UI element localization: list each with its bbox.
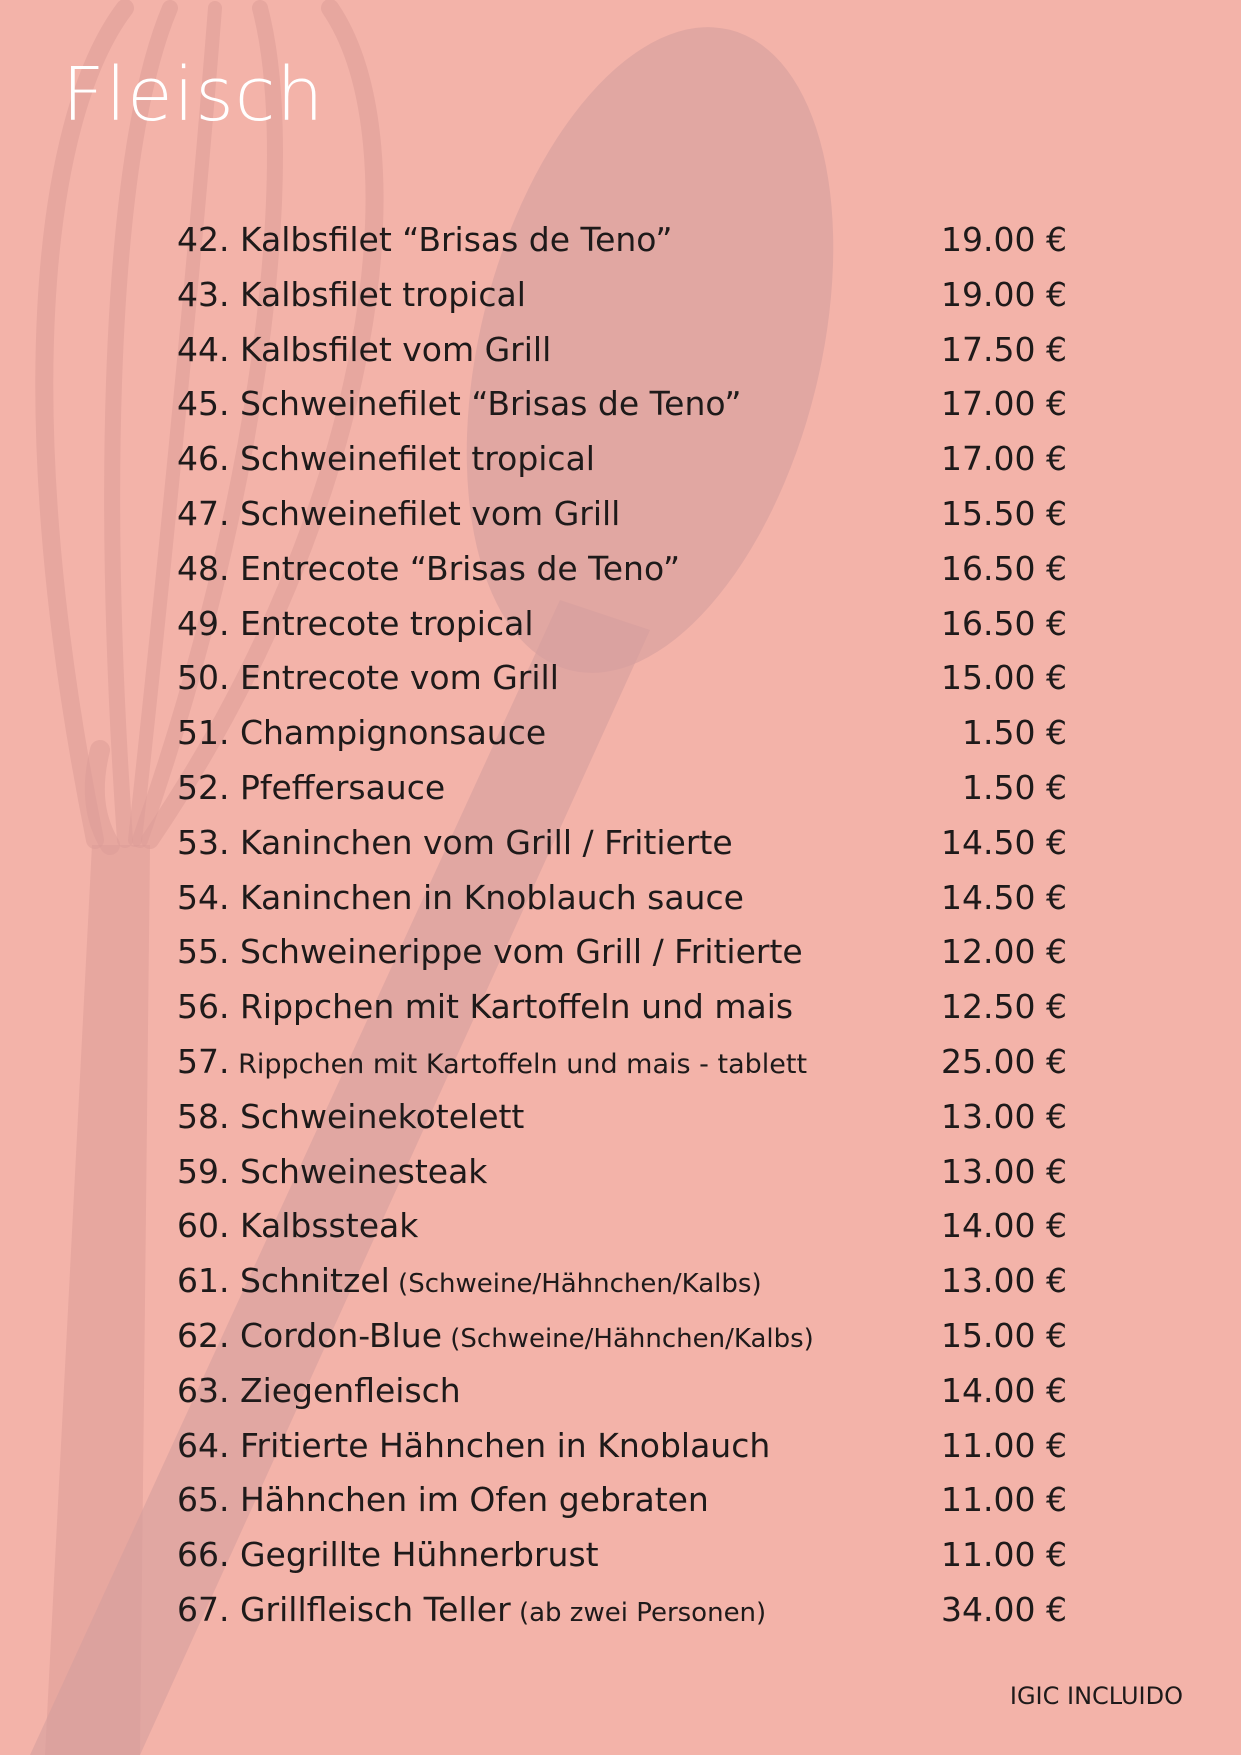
menu-item-title: 60. Kalbssteak (177, 1206, 419, 1246)
menu-item (177, 377, 1067, 432)
page-title: Fleisch (62, 52, 325, 138)
menu-item-price: 1.50 € (962, 767, 1067, 807)
menu-item-title: 51. Champignonsauce (177, 713, 547, 753)
menu-item-title: 47. Schweinefilet vom Grill (177, 493, 621, 533)
menu-item-name (177, 1035, 807, 1093)
menu-item-title: 58. Schweinekotelett (177, 1096, 525, 1136)
menu-item-price: 25.00 € (941, 1041, 1067, 1081)
menu-item-name (177, 1199, 418, 1254)
menu-item-title: 64. Fritierte Hähnchen in Knoblauch (177, 1425, 771, 1465)
menu-item (177, 213, 1067, 268)
menu-item-name (177, 1254, 762, 1312)
menu-item-price: 13.00 € (941, 1151, 1067, 1191)
menu-item-price: 17.00 € (941, 439, 1067, 479)
menu-item-title: 59. Schweinesteak (177, 1151, 488, 1191)
menu-item (177, 980, 1067, 1035)
menu-item (177, 323, 1067, 378)
menu-item-price: 13.00 € (941, 1096, 1067, 1136)
menu-item-price: 11.00 € (941, 1480, 1067, 1520)
menu-item-title: 67. Grillfleisch Teller (177, 1589, 511, 1629)
menu-item (177, 542, 1067, 597)
menu-item (177, 1364, 1067, 1419)
menu-item-name (177, 1309, 814, 1367)
menu-item-price: 13.00 € (941, 1261, 1067, 1301)
menu-item (177, 487, 1067, 542)
menu-item-name (177, 871, 744, 926)
menu-item (177, 432, 1067, 487)
menu-item-name (177, 816, 733, 871)
menu-item (177, 706, 1067, 761)
menu-item-price: 34.00 € (941, 1589, 1067, 1629)
menu-item-title: 52. Pfeffersauce (177, 767, 446, 807)
menu-item-title: 42. Kalbsfilet “Brisas de Teno” (177, 220, 673, 259)
menu-item-title: 46. Schweinefilet tropical (177, 439, 595, 479)
menu-item (177, 597, 1067, 652)
menu-item (177, 816, 1067, 871)
menu-item-title: 62. Cordon-Blue (177, 1315, 442, 1355)
menu-item-name (177, 542, 680, 597)
menu-item-title: 55. Schweinerippe vom Grill / Fritierte (177, 932, 803, 972)
menu-item-price: 16.50 € (941, 548, 1067, 588)
menu-item (177, 1199, 1067, 1254)
menu-item-title: 43. Kalbsfilet tropical (177, 274, 526, 314)
menu-item-name (177, 597, 534, 652)
menu-item (177, 1473, 1067, 1528)
menu-item-price: 11.00 € (941, 1535, 1067, 1575)
menu-item-name (177, 1419, 770, 1474)
menu-item-title: 57. (177, 1041, 230, 1081)
menu-item-price: 14.50 € (941, 822, 1067, 862)
menu-item-price: 15.50 € (941, 493, 1067, 533)
menu-item-name (177, 925, 803, 980)
menu-item-price: 15.00 € (941, 658, 1067, 698)
menu-item-name (177, 1364, 461, 1419)
menu-item-title: 63. Ziegenfleisch (177, 1370, 461, 1410)
menu-item (177, 268, 1067, 323)
menu-item-name (177, 213, 672, 268)
menu-item-price: 11.00 € (941, 1425, 1067, 1465)
menu-item-name (177, 487, 620, 542)
menu-item-note: (ab zwei Personen) (510, 1597, 767, 1628)
menu-item (177, 871, 1067, 926)
menu-item-name (177, 1090, 524, 1145)
menu-item-note: Rippchen mit Kartoffeln und mais - tablett (229, 1048, 808, 1080)
menu-item-price: 19.00 € (941, 220, 1067, 259)
menu-item-price: 17.50 € (941, 329, 1067, 369)
menu-item-price: 19.00 € (941, 274, 1067, 314)
menu-item-title: 53. Kaninchen vom Grill / Fritierte (177, 822, 733, 862)
menu-item-price: 1.50 € (962, 713, 1067, 753)
menu-item-title: 61. Schnitzel (177, 1261, 390, 1301)
menu-item-name (177, 432, 595, 487)
menu-item (177, 1419, 1067, 1474)
menu-item-title: 44. Kalbsfilet vom Grill (177, 329, 552, 369)
menu-item-name (177, 377, 742, 432)
menu-item (177, 925, 1067, 980)
menu-item-name (177, 761, 445, 816)
menu-list (177, 213, 1067, 1638)
menu-item-price: 14.00 € (941, 1206, 1067, 1246)
menu-item (177, 1035, 1067, 1090)
menu-item-name (177, 1473, 709, 1528)
menu-item-name (177, 651, 559, 706)
menu-item-name (177, 323, 551, 378)
menu-item (177, 1254, 1067, 1309)
menu-item-title: 65. Hähnchen im Ofen gebraten (177, 1480, 709, 1520)
menu-item (177, 761, 1067, 816)
menu-item-title: 49. Entrecote tropical (177, 603, 534, 643)
menu-item-price: 17.00 € (941, 384, 1067, 424)
menu-item-price: 16.50 € (941, 603, 1067, 643)
menu-item-note: (Schweine/Hähnchen/Kalbs) (389, 1269, 762, 1300)
menu-item-name (177, 1528, 599, 1583)
tax-note: IGIC INCLUIDO (1009, 1682, 1183, 1710)
menu-item (177, 1309, 1067, 1364)
menu-item-title: 56. Rippchen mit Kartoffeln und mais (177, 987, 794, 1027)
menu-item (177, 651, 1067, 706)
menu-item-note: (Schweine/Hähnchen/Kalbs) (442, 1323, 814, 1354)
menu-item-title: 45. Schweinefilet “Brisas de Teno” (177, 384, 742, 424)
menu-item (177, 1145, 1067, 1200)
menu-item-title: 66. Gegrillte Hühnerbrust (177, 1535, 599, 1575)
menu-item-title: 48. Entrecote “Brisas de Teno” (177, 548, 681, 588)
menu-item-title: 54. Kaninchen in Knoblauch sauce (177, 877, 744, 917)
menu-item-price: 12.00 € (941, 932, 1067, 972)
menu-item-price: 15.00 € (941, 1315, 1067, 1355)
menu-item-title: 50. Entrecote vom Grill (177, 658, 559, 698)
menu-item-name (177, 706, 546, 761)
menu-item-name (177, 980, 793, 1035)
menu-item-name (177, 1583, 766, 1641)
menu-item-price: 12.50 € (941, 987, 1067, 1027)
menu-item (177, 1583, 1067, 1638)
menu-item-name (177, 1145, 487, 1200)
menu-item-name (177, 268, 526, 323)
menu-item-price: 14.50 € (941, 877, 1067, 917)
menu-item (177, 1528, 1067, 1583)
menu-item (177, 1090, 1067, 1145)
menu-item-price: 14.00 € (941, 1370, 1067, 1410)
